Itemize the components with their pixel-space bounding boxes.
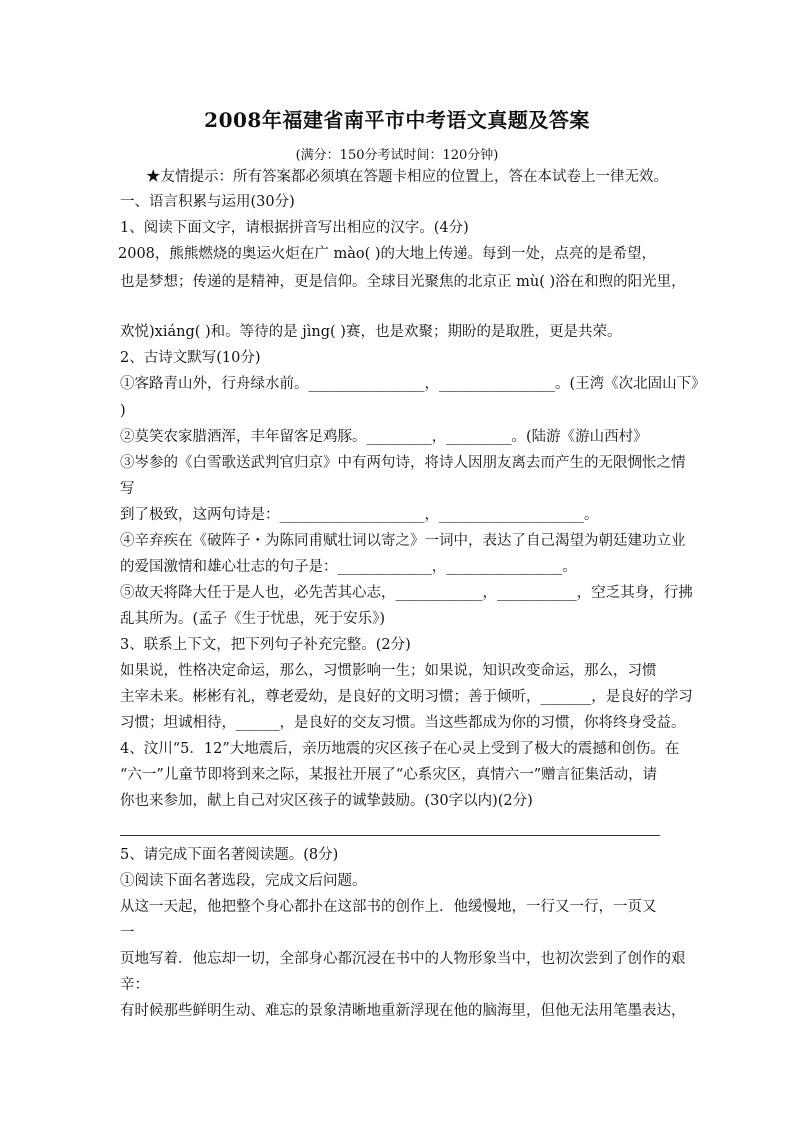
text-line: 辛： <box>120 977 149 993</box>
text-line: 写 <box>120 481 135 497</box>
text-line: 也是梦想；传递的是精神，更是信仰。全球目光聚焦的北京正 mù( )浴在和煦的阳光里， <box>120 274 686 290</box>
exam-info: (满分：150分考试时间：120分钟) <box>295 148 499 163</box>
tip-line: ★友情提示：所有答案都必须填在答题卡相应的位置上，答在本试卷上一律无效。 <box>146 169 668 185</box>
text-line: 乱其所为。(孟子《生于忧患，死于安乐》) <box>120 611 386 627</box>
text-line: ①阅读下面名著选段，完成文后问题。 <box>120 873 367 889</box>
text-line: 的爱国激情和雄心壮志的句子是：_____________，________________。 <box>120 559 577 575</box>
question-2: 2、古诗文默写(10分) <box>120 350 261 366</box>
text-line: ②莫笑农家腊酒浑，丰年留客足鸡豚。_________，_________。(陆游《游山西村》 <box>120 429 648 445</box>
text-line: 如果说，性格决定命运，那么，习惯影响一生；如果说，知识改变命运，那么，习惯 <box>120 663 657 679</box>
text-line: “六一”儿童节即将到来之际，某报社开展了“心系灾区，真情六一”赠言征集活动，请 <box>120 767 658 783</box>
question-1: 1、阅读下面文字，请根据拼音写出相应的汉字。(4分) <box>120 220 469 236</box>
text-line: 你也来参加，献上自己对灾区孩子的诚挚鼓励。(30字以内)(2分) <box>120 793 533 809</box>
text-line: 欢悦)xiáng( )和。等待的是 jìng( )赛，也是欢聚；期盼的是取胜，更是共荣。 <box>120 324 622 340</box>
text-line: ③岑参的《白雪歌送武判官归京》中有两句诗，将诗人因朋友离去而产生的无限惆怅之情 <box>120 455 686 471</box>
document-title: 2008年福建省南平市中考语文真题及答案 <box>204 108 590 132</box>
text-line: 习惯；坦诚相待，______，是良好的交友习惯。当这些都成为你的习惯，你将终身受益。 <box>120 715 686 731</box>
text-line: ④辛弃疾在《破阵子・为陈同甫赋壮词以寄之》一词中，表达了自己渴望为朝廷建功立业 <box>120 533 686 549</box>
text-line: ⑤故天将降大任于是人也，必先苦其心志，____________，___________，空乏其身，行拂 <box>120 585 693 601</box>
text-line: 从这一天起，他把整个身心都扑在这部书的创作上．他缓慢地，一行又一行，一页又 <box>120 899 657 915</box>
question-4: 4、汶川“5．12”大地震后，亲历地震的灾区孩子在心灵上受到了极大的震撼和创伤。在 <box>120 741 680 757</box>
text-line: 有时候那些鲜明生动、难忘的景象清晰地重新浮现在他的脑海里，但他无法用笔墨表达， <box>120 1003 686 1019</box>
question-3: 3、联系上下文，把下列句子补充完整。(2分) <box>120 637 411 653</box>
section-heading: 一、语言积累与运用(30分) <box>120 194 295 210</box>
text-line: ①客路青山外，行舟绿水前。________________，________________。(王湾《次北固山下》 <box>120 376 706 392</box>
text-line: 到了极致，这两句诗是：____________________，____________________。 <box>120 507 599 523</box>
text-line: 主宰未来。彬彬有礼，尊老爱幼，是良好的文明习惯；善于倾听，_______，是良好的学习 <box>120 689 693 705</box>
text-line: 2008，熊熊燃烧的奥运火炬在广 mào( )的大地上传递。每到一处，点亮的是希望， <box>118 246 657 262</box>
question-5: 5、请完成下面名著阅读题。(8分) <box>120 847 339 863</box>
text-line: ) <box>120 403 126 419</box>
text-line: 页地写着．他忘却一切，全部身心都沉浸在书中的人物形象当中，也初次尝到了创作的艰 <box>120 951 686 967</box>
text-line: 一 <box>120 925 135 941</box>
answer-line <box>120 835 660 836</box>
